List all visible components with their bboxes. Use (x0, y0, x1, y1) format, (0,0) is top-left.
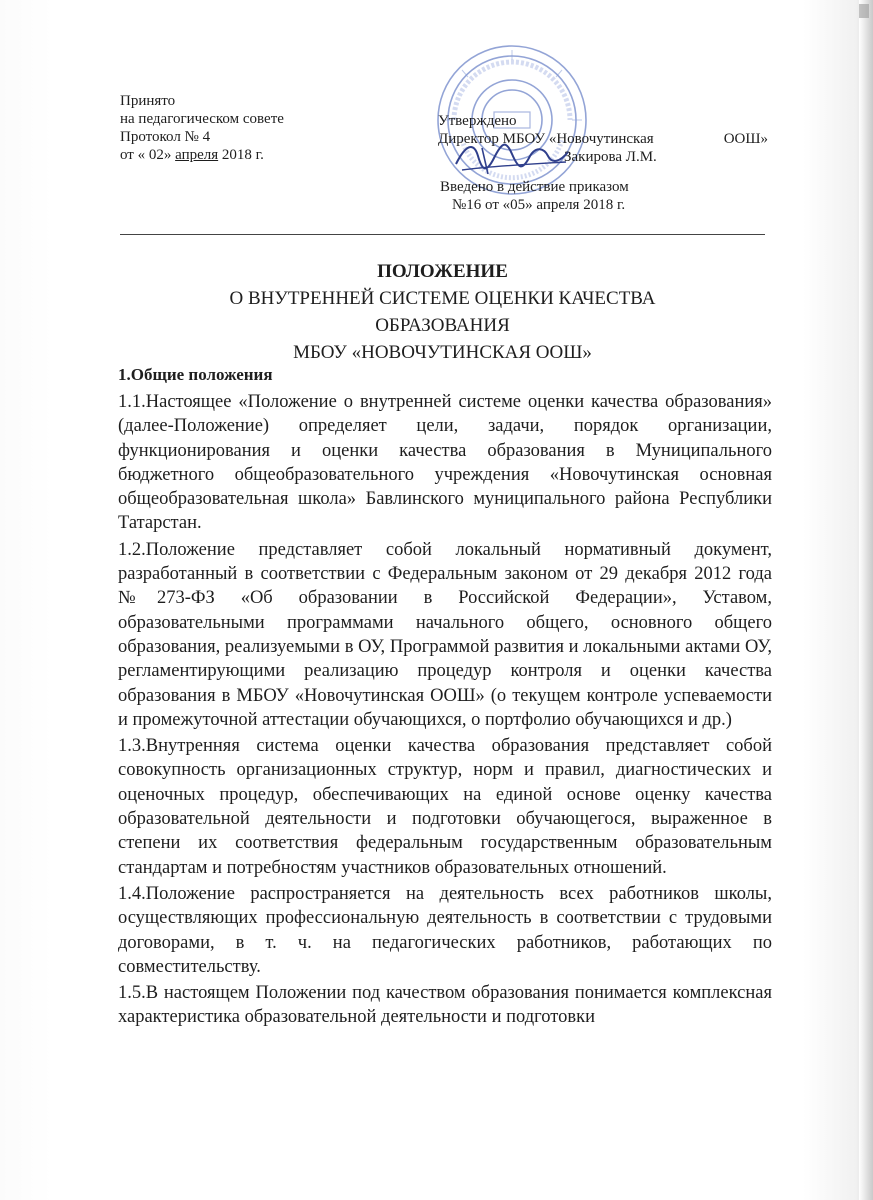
paragraph-1-3: 1.3.Внутренняя система оценки качества образования представляет собой совокупность организационных структур, норм и правил, диагностических и оценочных процедур, обеспечивающих на единой основе оценку качества образовательной деятельности и подготовки обучающегося, выраженное в степени их соответствия федеральным государственным образовательным стандартам и потребностям участников образовательных отношений. (118, 736, 772, 878)
adopted-label: Принято (120, 93, 176, 109)
adoption-date-year: 2018 г. (221, 147, 264, 163)
title-line-2: О ВНУТРЕННЕЙ СИСТЕМЕ ОЦЕНКИ КАЧЕСТВА (229, 288, 656, 309)
title-line-4: МБОУ «НОВОЧУТИНСКАЯ ООШ» (293, 342, 592, 363)
scan-mark (859, 4, 869, 18)
approved-label: Утверждено (438, 113, 517, 129)
enactment-line: Введено в действие приказом (440, 179, 629, 195)
enactment-block (440, 178, 700, 214)
director-name: Закирова Л.М. (564, 149, 657, 165)
adoption-date-month: апреля (175, 147, 219, 163)
header-divider (120, 234, 765, 235)
adoption-block (120, 92, 360, 164)
paragraph-1-5: 1.5.В настоящем Положении под качеством образования понимается комплексная характеристика образовательной деятельности и подготовки (118, 983, 772, 1028)
paragraph-1-4: 1.4.Положение распространяется на деятельность всех работников школы, осуществляющих профессиональную деятельность в соответствии с трудовыми договорами, в т. ч. на педагогических работников, работающих по совместительству. (118, 883, 772, 977)
title-line-3: ОБРАЗОВАНИЯ (375, 315, 510, 336)
adoption-date-day: от « 02» (120, 147, 172, 163)
title-main: ПОЛОЖЕНИЕ (377, 261, 508, 282)
paragraph-1-1: 1.1.Настоящее «Положение о внутренней системе оценки качества образования» (далее-Положение) определяет цели, задачи, порядок организации, функционирования и оценки качества образования в Муниципального бюджетного общеобразовательного учреждения «Новочутинская основная общеобразовательная школа» Бавлинского муниципального района Республики Татарстан. (118, 392, 772, 534)
adoption-date (120, 146, 360, 164)
section-heading: 1.Общие положения (118, 365, 273, 384)
document-body (118, 364, 772, 1030)
director-title-row (438, 130, 768, 148)
adopted-body: на педагогическом совете (120, 111, 284, 127)
director-title-end: ООШ» (723, 131, 768, 147)
enactment-order: №16 от «05» апреля 2018 г. (452, 197, 626, 213)
paragraph-1-2: 1.2.Положение представляет собой локальный нормативный документ, разработанный в соответствии с Федеральным законом от 29 декабря 2012 года №273-ФЗ «Об образовании в Российской Федерации», Уставом, образовательными программами начального общего, основного общего образования, реализуемыми в ОУ, Программой развития и локальными актами ОУ, регламентирующими реализацию процедур контроля и оценки качества образования в МБОУ «Новочутинская ООШ» (о текущем контроле успеваемости и промежуточной аттестации обучающихся, о портфолио обучающихся и др.) (118, 539, 772, 730)
scan-edge (859, 0, 873, 1200)
document-title (120, 258, 765, 366)
director-title: Директор МБОУ «Новочутинская (438, 131, 654, 147)
protocol-number: Протокол № 4 (120, 129, 211, 145)
approval-block (438, 112, 778, 166)
